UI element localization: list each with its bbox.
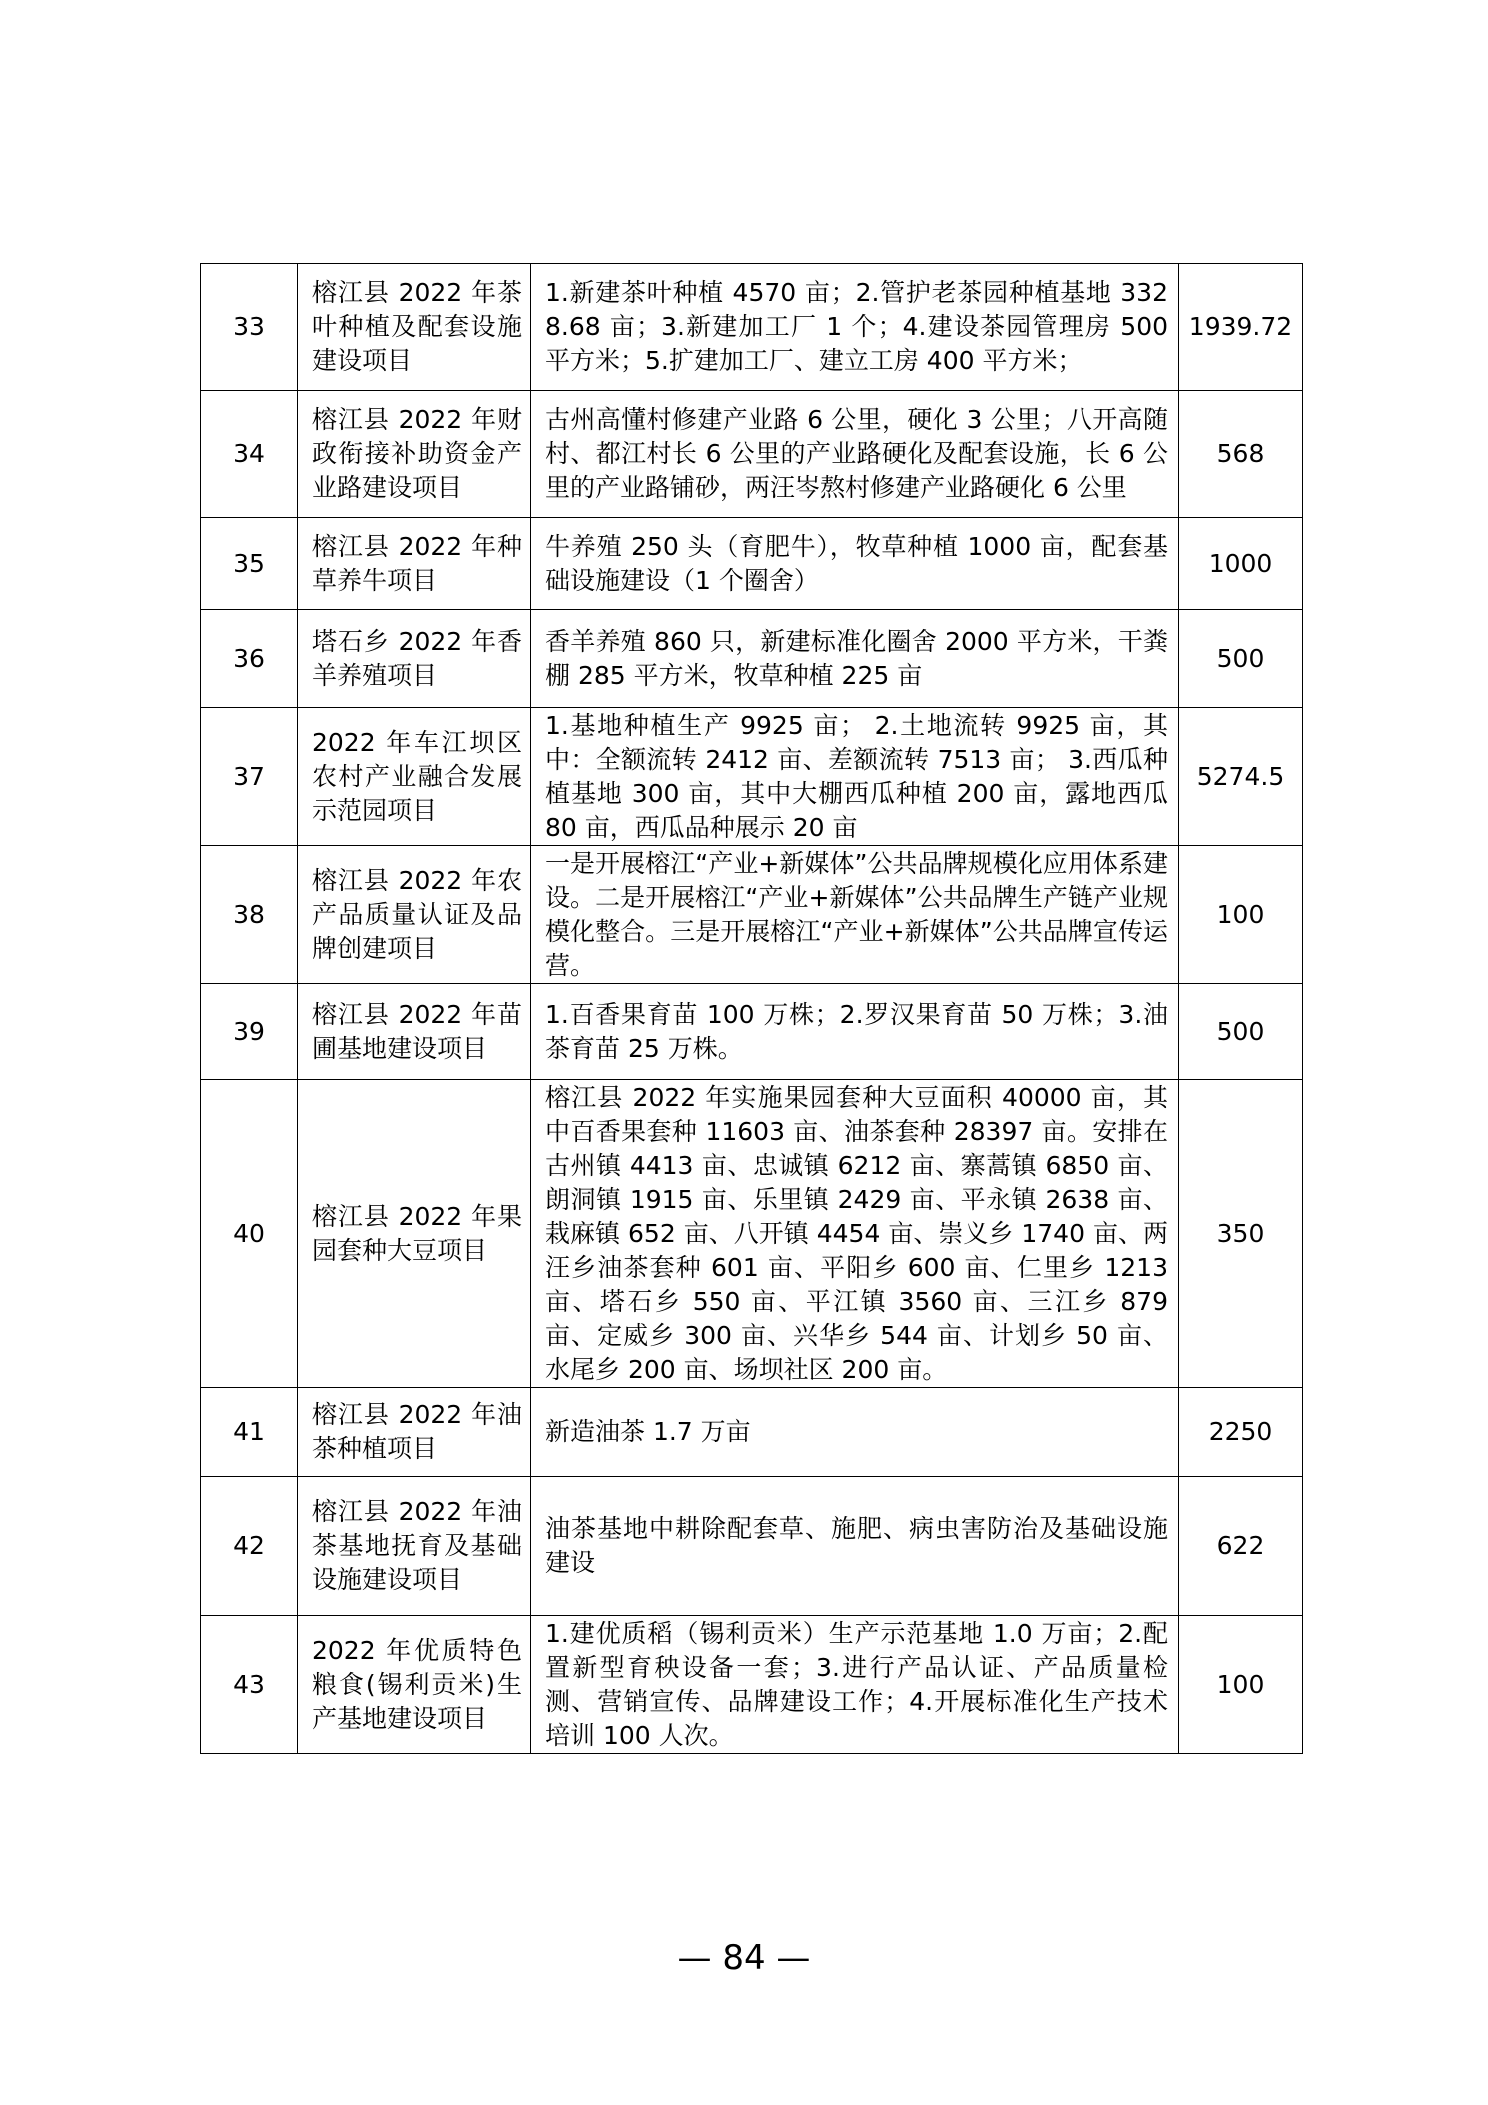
row-number: 36 — [201, 610, 298, 708]
project-amount: 2250 — [1179, 1388, 1303, 1477]
row-number: 42 — [201, 1477, 298, 1616]
project-content: 1.新建茶叶种植 4570 亩；2.管护老茶园种植基地 3328.68 亩；3.新建加工厂 1 个；4.建设茶园管理房 500 平方米；5.扩建加工厂、建立工房 400 平方米； — [531, 264, 1179, 391]
row-number: 39 — [201, 984, 298, 1080]
project-amount: 100 — [1179, 846, 1303, 984]
table-row — [201, 846, 1303, 984]
table-row — [201, 610, 1303, 708]
project-name: 榕江县 2022 年果园套种大豆项目 — [298, 1080, 531, 1388]
project-amount: 5274.5 — [1179, 708, 1303, 846]
row-number: 40 — [201, 1080, 298, 1388]
project-name: 榕江县 2022 年茶叶种植及配套设施建设项目 — [298, 264, 531, 391]
project-name: 榕江县 2022 年财政衔接补助资金产业路建设项目 — [298, 391, 531, 518]
table-row — [201, 1080, 1303, 1388]
table-row — [201, 518, 1303, 610]
project-amount: 500 — [1179, 610, 1303, 708]
project-amount: 1000 — [1179, 518, 1303, 610]
row-number: 34 — [201, 391, 298, 518]
project-name: 榕江县 2022 年农产品质量认证及品牌创建项目 — [298, 846, 531, 984]
project-content: 古州高懂村修建产业路 6 公里，硬化 3 公里；八开高随村、都江村长 6 公里的产业路硬化及配套设施，长 6 公里的产业路铺砂，两汪岑熬村修建产业路硬化 6 公里 — [531, 391, 1179, 518]
project-amount: 622 — [1179, 1477, 1303, 1616]
row-number: 43 — [201, 1616, 298, 1754]
project-amount: 568 — [1179, 391, 1303, 518]
project-content: 油茶基地中耕除配套草、施肥、病虫害防治及基础设施建设 — [531, 1477, 1179, 1616]
project-content: 1.建优质稻（锡利贡米）生产示范基地 1.0 万亩；2.配置新型育秧设备一套；3.进行产品认证、产品质量检测、营销宣传、品牌建设工作；4.开展标准化生产技术培训 100 人次。 — [531, 1616, 1179, 1754]
table-row — [201, 264, 1303, 391]
row-number: 35 — [201, 518, 298, 610]
project-content: 新造油茶 1.7 万亩 — [531, 1388, 1179, 1477]
table-row — [201, 708, 1303, 846]
table-row — [201, 391, 1303, 518]
project-content: 牛养殖 250 头（育肥牛），牧草种植 1000 亩，配套基础设施建设（1 个圈舍） — [531, 518, 1179, 610]
row-number: 37 — [201, 708, 298, 846]
project-name: 塔石乡 2022 年香羊养殖项目 — [298, 610, 531, 708]
project-name: 榕江县 2022 年苗圃基地建设项目 — [298, 984, 531, 1080]
row-number: 38 — [201, 846, 298, 984]
project-content: 一是开展榕江“产业+新媒体”公共品牌规模化应用体系建设。二是开展榕江“产业+新媒体”公共品牌生产链产业规模化整合。三是开展榕江“产业+新媒体”公共品牌宣传运营。 — [531, 846, 1179, 984]
project-content: 香羊养殖 860 只，新建标准化圈舍 2000 平方米，干粪棚 285 平方米，牧草种植 225 亩 — [531, 610, 1179, 708]
project-content: 1.百香果育苗 100 万株；2.罗汉果育苗 50 万株；3.油茶育苗 25 万株。 — [531, 984, 1179, 1080]
project-content: 榕江县 2022 年实施果园套种大豆面积 40000 亩，其中百香果套种 11603 亩、油茶套种 28397 亩。安排在古州镇 4413 亩、忠诚镇 6212 亩、寨蒿镇 6850 亩、朗洞镇 1915 亩、乐里镇 2429 亩、平永镇 2638 亩、栽麻镇 652 亩、八开镇 4454 亩、崇义乡 1740 亩、两汪乡油茶套种 601 亩、平阳乡 600 亩、仁里乡 1213 亩、塔石乡 550 亩、平江镇 3560 亩、三江乡 879 亩、定威乡 300 亩、兴华乡 544 亩、计划乡 50 亩、水尾乡 200 亩、场坝社区 200 亩。 — [531, 1080, 1179, 1388]
project-amount: 1939.72 — [1179, 264, 1303, 391]
table-row — [201, 1388, 1303, 1477]
table-row — [201, 1616, 1303, 1754]
page-number: — 84 — — [677, 1938, 811, 1978]
project-content: 1.基地种植生产 9925 亩； 2.土地流转 9925 亩，其中：全额流转 2412 亩、差额流转 7513 亩； 3.西瓜种植基地 300 亩，其中大棚西瓜种植 200 亩，露地西瓜 80 亩，西瓜品种展示 20 亩 — [531, 708, 1179, 846]
row-number: 41 — [201, 1388, 298, 1477]
project-amount: 100 — [1179, 1616, 1303, 1754]
project-name: 榕江县 2022 年种草养牛项目 — [298, 518, 531, 610]
project-table — [200, 263, 1303, 1754]
project-name: 2022 年车江坝区农村产业融合发展示范园项目 — [298, 708, 531, 846]
project-amount: 350 — [1179, 1080, 1303, 1388]
project-name: 2022 年优质特色粮食(锡利贡米)生产基地建设项目 — [298, 1616, 531, 1754]
table-row — [201, 984, 1303, 1080]
row-number: 33 — [201, 264, 298, 391]
table-row — [201, 1477, 1303, 1616]
project-name: 榕江县 2022 年油茶基地抚育及基础设施建设项目 — [298, 1477, 531, 1616]
project-amount: 500 — [1179, 984, 1303, 1080]
project-name: 榕江县 2022 年油茶种植项目 — [298, 1388, 531, 1477]
